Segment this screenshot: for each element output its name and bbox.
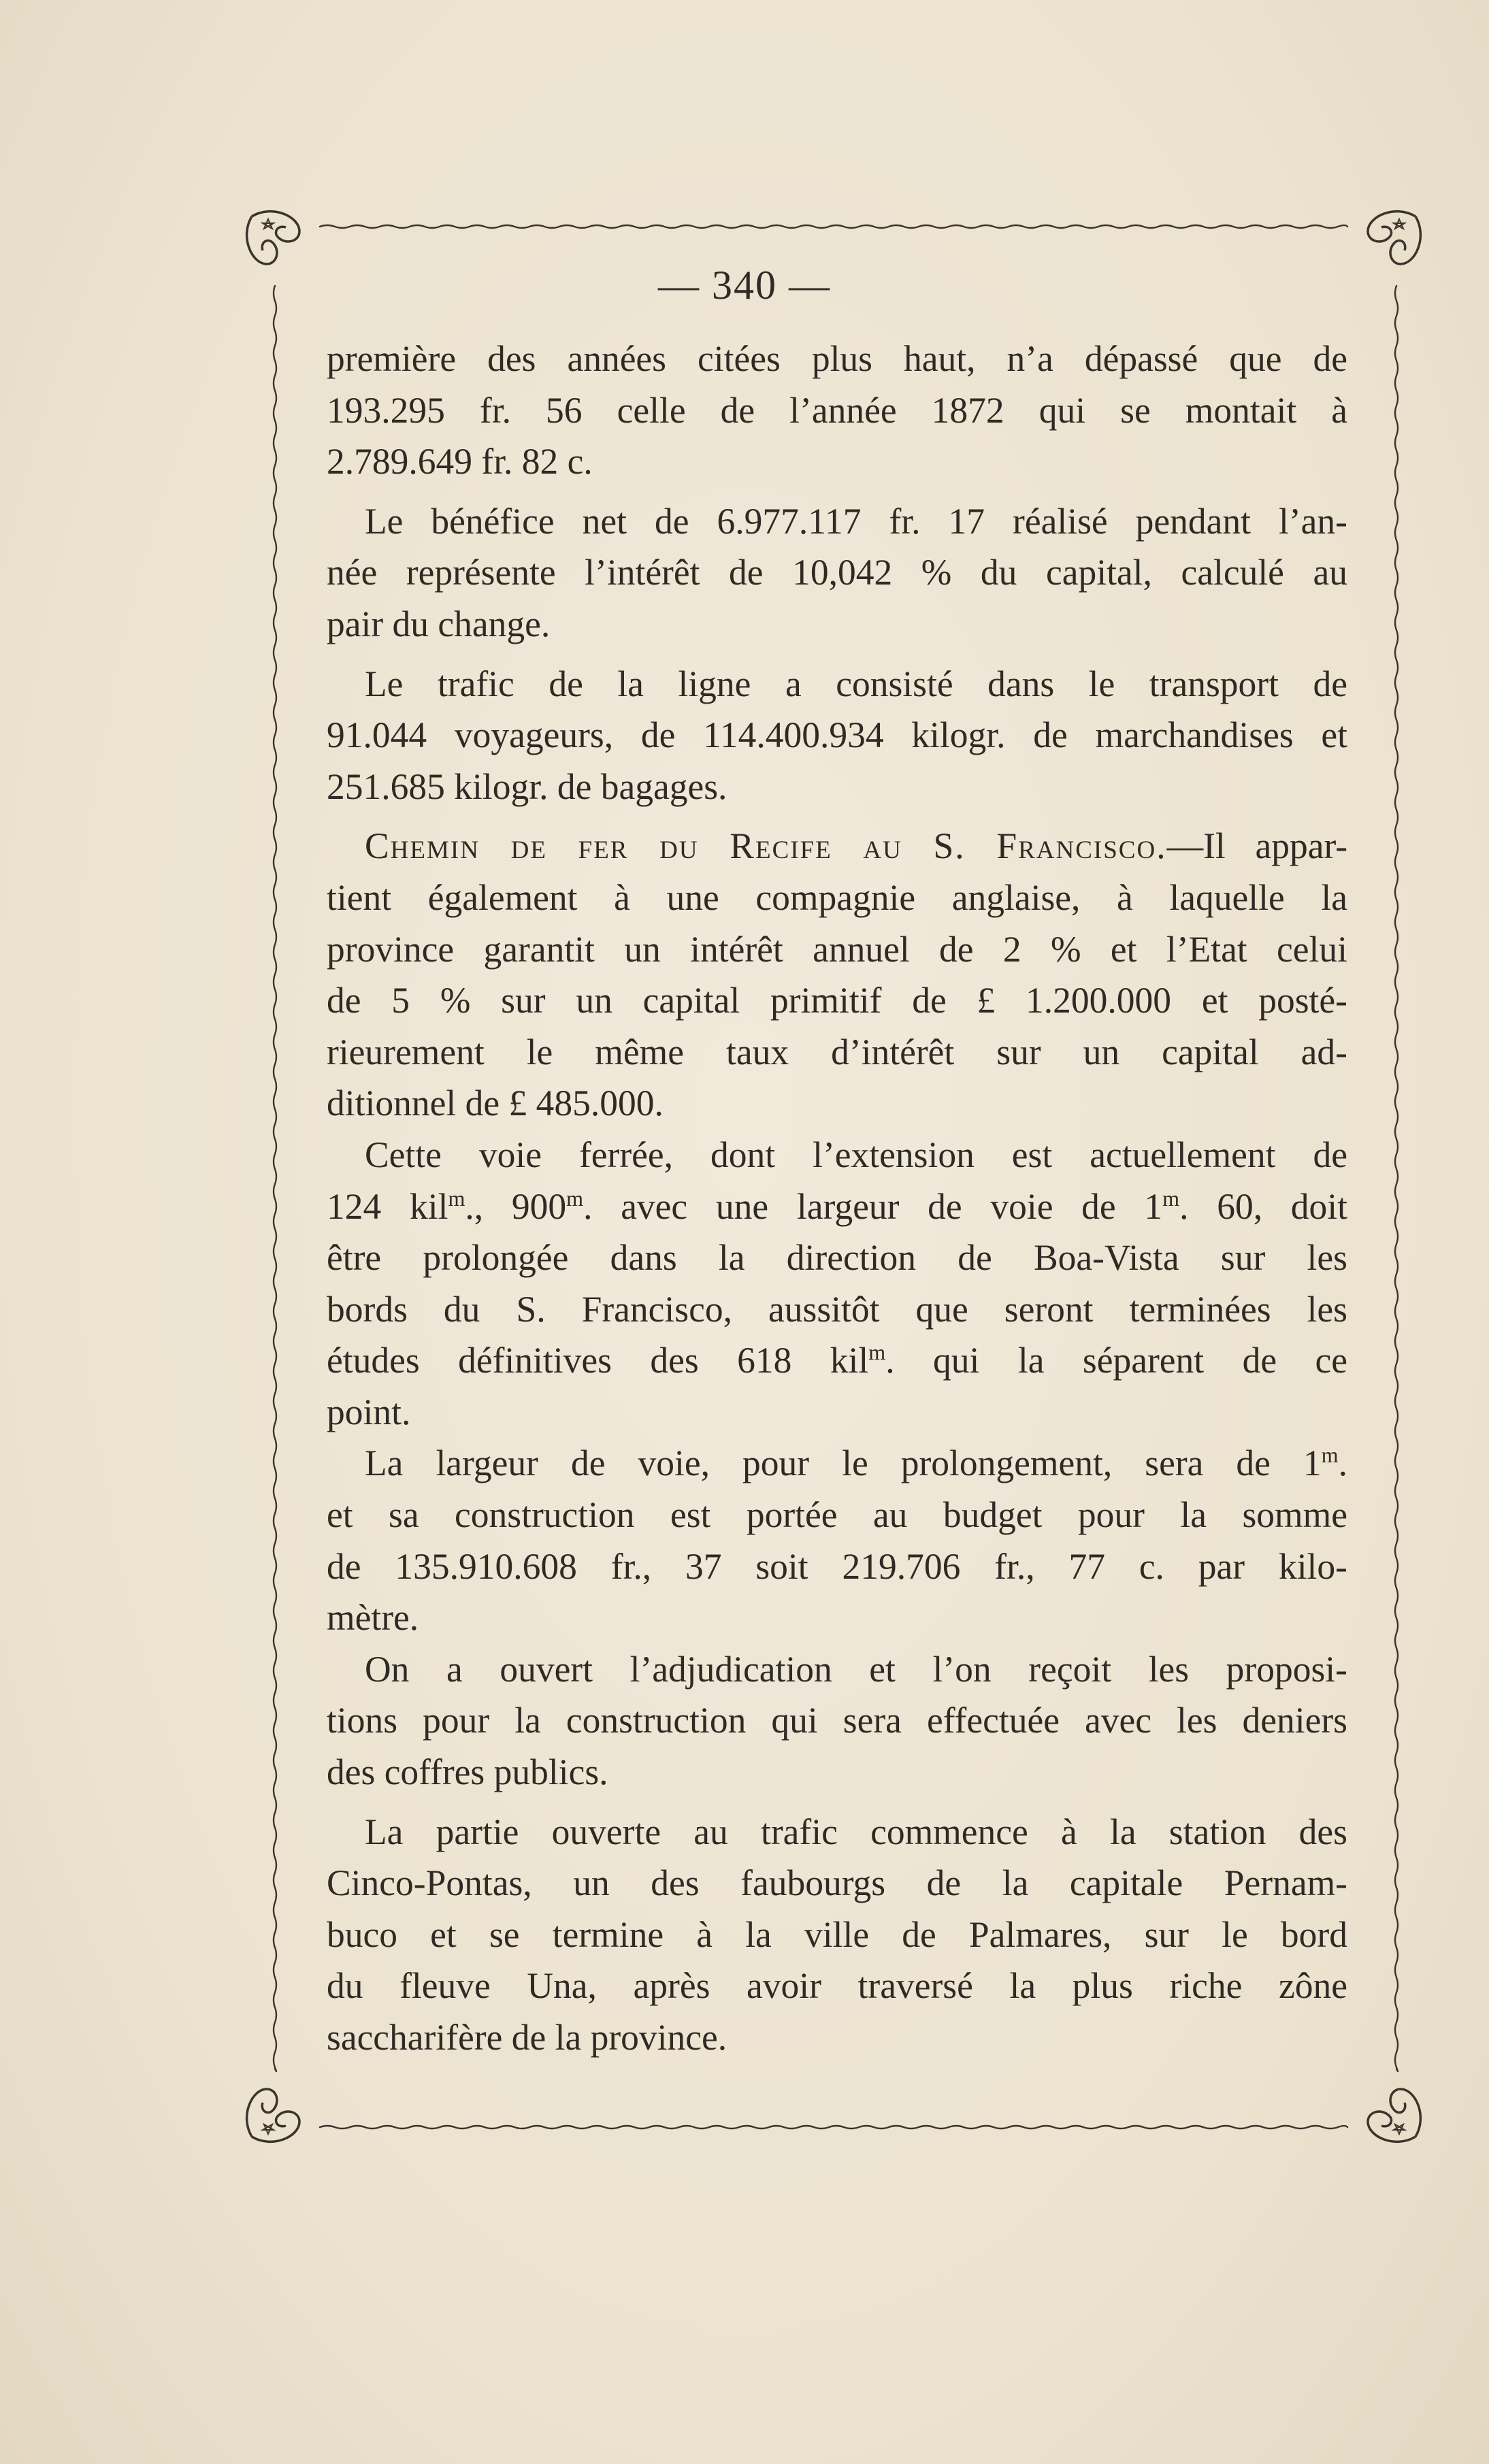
text-line: de 5 % sur un capital primitif de £ 1.200.000 et posté- xyxy=(327,980,1347,1021)
superscript: m xyxy=(566,1185,584,1211)
text-run: . qui la séparent de ce xyxy=(885,1340,1347,1381)
text-line: du fleuve Una, après avoir traversé la plus riche zône xyxy=(327,1965,1347,2007)
text-line: buco et se termine à la ville de Palmares, sur le bord xyxy=(327,1913,1347,1955)
corner-ornament-icon xyxy=(1368,212,1420,264)
text-line: Le bénéfice net de 6.977.117 fr. 17 réalisé pendant l’an- xyxy=(365,500,1347,542)
corner-ornament-icon xyxy=(247,2089,299,2141)
text-line: tient également à une compagnie anglaise, à laquelle la xyxy=(327,876,1347,918)
text-run: . xyxy=(1338,1443,1347,1484)
text-line: être prolongée dans la direction de Boa-Vista sur les xyxy=(327,1237,1347,1279)
paragraph xyxy=(327,659,1347,813)
section-heading: Chemin de fer du Recife au S. Francisco. xyxy=(365,825,1167,867)
text-line: ditionnel de £ 485.000. xyxy=(327,1083,664,1124)
body-text xyxy=(327,333,1347,2064)
text-line: 2.789.649 fr. 82 c. xyxy=(327,441,593,482)
text-line: On a ouvert l’adjudication et l’on reçoit les proposi- xyxy=(365,1648,1347,1690)
corner-ornament-icon xyxy=(247,212,299,264)
text-line: Le trafic de la ligne a consisté dans le transport de xyxy=(365,663,1347,704)
paragraph xyxy=(327,496,1347,651)
superscript: m xyxy=(448,1185,465,1211)
paragraph xyxy=(327,1130,1347,1439)
text-line: Cinco-Pontas, un des faubourgs de la capitale Pernam- xyxy=(327,1862,1347,1904)
text-line: des coffres publics. xyxy=(327,1752,608,1793)
text-line: 251.685 kilogr. de bagages. xyxy=(327,766,727,807)
text-line xyxy=(327,1335,1347,1387)
text-run: . avec une largeur de voie de 1 xyxy=(583,1185,1163,1227)
corner-ornament-icon xyxy=(1368,2089,1420,2141)
text-run: ., 900 xyxy=(465,1185,567,1227)
text-line: mètre. xyxy=(327,1597,419,1639)
paragraph xyxy=(327,1807,1347,2064)
border-left-wave xyxy=(274,286,276,2071)
text-line: née représente l’intérêt de 10,042 % du capital, calculé au xyxy=(327,552,1347,593)
text-line xyxy=(327,1438,1347,1490)
paragraph xyxy=(327,1644,1347,1798)
text-line: 193.295 fr. 56 celle de l’année 1872 qui se montait à xyxy=(327,389,1347,431)
text-line: 91.044 voyageurs, de 114.400.934 kilogr. de marchandises et xyxy=(327,714,1347,756)
text-line xyxy=(327,1181,1347,1233)
border-bottom-wave xyxy=(320,2126,1347,2129)
paragraph xyxy=(327,1438,1347,1643)
text-run: La largeur de voie, pour le prolongement, sera de 1 xyxy=(365,1443,1322,1484)
paragraph xyxy=(327,821,1347,1130)
text-run: 124 kil xyxy=(327,1185,448,1227)
text-line: de 135.910.608 fr., 37 soit 219.706 fr., 77 c. par kilo- xyxy=(327,1545,1347,1587)
text-line: province garantit un intérêt annuel de 2 % et l’Etat celui xyxy=(327,928,1347,970)
text-line: tions pour la construction qui sera effectuée avec les deniers xyxy=(327,1700,1347,1741)
text-line: et sa construction est portée au budget pour la somme xyxy=(327,1494,1347,1536)
text-line: pair du change. xyxy=(327,603,551,644)
superscript: m xyxy=(1321,1443,1339,1468)
text-line: point. xyxy=(327,1391,411,1432)
text-line: La partie ouverte au trafic commence à la station des xyxy=(365,1811,1347,1852)
superscript: m xyxy=(1162,1185,1180,1211)
text-line: rieurement le même taux d’intérêt sur un capital ad- xyxy=(327,1031,1347,1072)
text-line: Cette voie ferrée, dont l’extension est actuellement de xyxy=(365,1134,1347,1175)
text-run: —Il appar- xyxy=(1166,825,1348,867)
text-run: études définitives des 618 kil xyxy=(327,1340,869,1381)
text-line: saccharifère de la province. xyxy=(327,2017,727,2058)
text-run: . 60, doit xyxy=(1179,1185,1348,1227)
text-line xyxy=(327,821,1347,872)
text-line: première des années citées plus haut, n’a dépassé que de xyxy=(327,338,1347,379)
paragraph xyxy=(327,333,1347,488)
text-line: bords du S. Francisco, aussitôt que seront terminées les xyxy=(327,1288,1347,1330)
superscript: m xyxy=(868,1340,886,1365)
border-right-wave xyxy=(1395,286,1398,2071)
border-top-wave xyxy=(320,225,1347,228)
page-number: — 340 — xyxy=(658,263,831,308)
